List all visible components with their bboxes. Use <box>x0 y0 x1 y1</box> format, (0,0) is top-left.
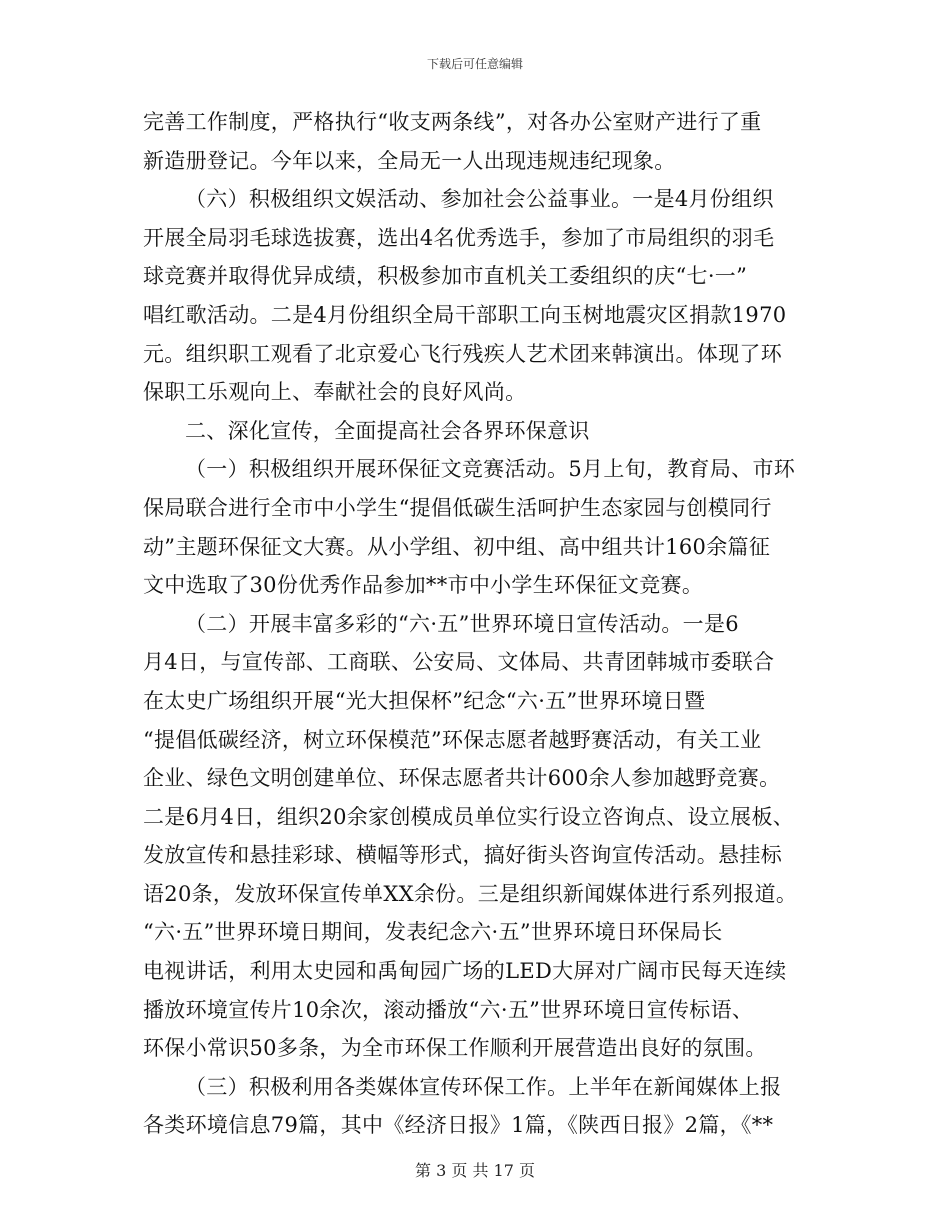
text-line: 开展全局羽毛球选拔赛，选出4名优秀选手，参加了市局组织的羽毛 <box>143 225 775 250</box>
page-footer: 第 3 页 共 17 页 <box>415 1161 535 1180</box>
text-line: 动”主题环保征文大赛。从小学组、初中组、高中组共计160余篇征 <box>143 534 771 559</box>
text-line: 完善工作制度，严格执行“收支两条线”，对各办公室财产进行了重 <box>143 110 762 134</box>
text-line: （一）积极组织开展环保征文竞赛活动。5月上旬，教育局、市环 <box>185 457 796 482</box>
text-line: 发放宣传和悬挂彩球、横幅等形式，搞好街头咨询宣传活动。悬挂标 <box>143 843 782 868</box>
text-line: “六·五”世界环境日期间，发表纪念六·五”世界环境日环保局长 <box>143 920 723 945</box>
text-line: 唱红歌活动。二是4月份组织全局干部职工向玉树地震灾区捐款1970 <box>143 302 787 327</box>
text-line: 语20条，发放环保宣传单XX余份。三是组织新闻媒体进行系列报道。 <box>143 881 798 906</box>
text-line: 新造册登记。今年以来，全局无一人出现违规违纪现象。 <box>143 148 676 173</box>
text-line: 播放环境宣传片10余次，滚动播放“六·五”世界环境日宣传标语、 <box>143 997 754 1022</box>
text-line: 在太史广场组织开展“光大担保杯”纪念“六·五”世界环境日暨 <box>143 688 706 713</box>
text-line: 企业、绿色文明创建单位、环保志愿者共计600余人参加越野竞赛。 <box>143 766 781 791</box>
text-line: 各类环境信息79篇，其中《经济日报》1篇，《陕西日报》2篇，《** <box>143 1113 774 1138</box>
text-line: 元。组织职工观看了北京爱心飞行残疾人艺术团来韩演出。体现了环 <box>143 341 782 366</box>
text-line: 文中选取了30份优秀作品参加**市中小学生环保征文竞赛。 <box>143 573 704 598</box>
text-line: 电视讲话，利用太史园和禹甸园广场的LED大屏对广阔市民每天连续 <box>143 959 787 984</box>
text-line: （六）积极组织文娱活动、参加社会公益事业。一是4月份组织 <box>185 187 774 212</box>
text-line: 保局联合进行全市中小学生“提倡低碳生活呵护生态家园与创模同行 <box>143 495 772 520</box>
document-body <box>143 103 823 1145</box>
page-header: 下载后可任意编辑 <box>426 57 523 71</box>
text-line: （二）开展丰富多彩的“六·五”世界环境日宣传活动。一是6 <box>185 611 739 636</box>
text-line: 二是6月4日，组织20余家创模成员单位实行设立咨询点、设立展板、 <box>143 804 795 829</box>
text-line: 球竞赛并取得优异成绩，积极参加市直机关工委组织的庆“七·一” <box>143 264 748 289</box>
text-line: 保职工乐观向上、奉献社会的良好风尚。 <box>143 380 527 405</box>
text-line: “提倡低碳经济，树立环保模范”环保志愿者越野赛活动，有关工业 <box>143 727 762 752</box>
text-line: （三）积极利用各类媒体宣传环保工作。上半年在新闻媒体上报 <box>185 1074 782 1099</box>
text-line: 环保小常识50多条，为全市环保工作顺利开展营造出良好的氛围。 <box>143 1036 767 1061</box>
text-line: 月4日，与宣传部、工商联、公安局、文体局、共青团韩城市委联合 <box>143 650 775 675</box>
text-line: 二、深化宣传，全面提高社会各界环保意识 <box>185 418 590 443</box>
